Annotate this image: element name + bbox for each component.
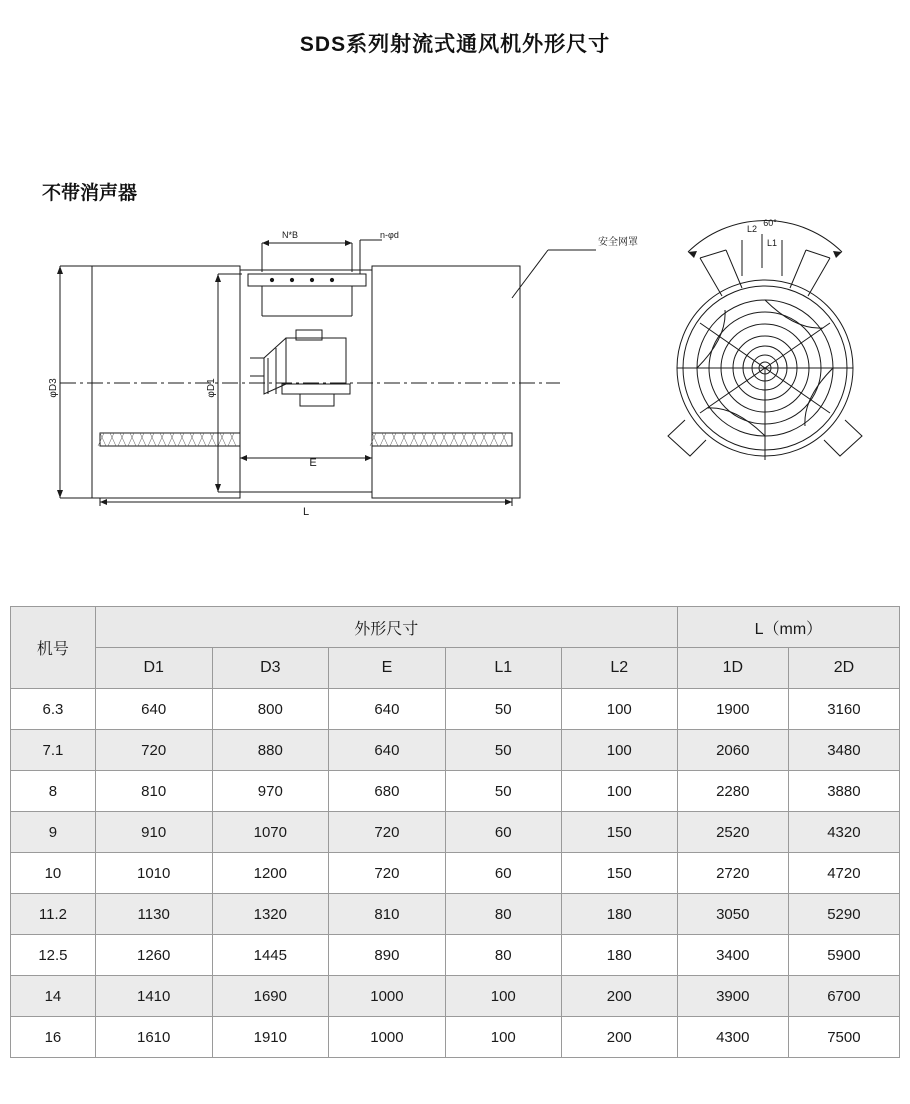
dim-label-d3: φD3 <box>48 378 59 398</box>
cell-l2: 150 <box>561 853 677 894</box>
table-row <box>11 771 900 812</box>
cell-2d: 5900 <box>788 935 899 976</box>
cell-2d: 7500 <box>788 1017 899 1058</box>
header-model: 机号 <box>11 607 96 689</box>
section-label: 不带消声器 <box>42 183 138 204</box>
cell-2d: 6700 <box>788 976 899 1017</box>
cell-d3: 1200 <box>212 853 329 894</box>
cell-d1: 1410 <box>95 976 212 1017</box>
cell-l1: 50 <box>445 689 561 730</box>
cell-e: 1000 <box>329 1017 446 1058</box>
cell-1d: 1900 <box>677 689 788 730</box>
cell-e: 720 <box>329 853 446 894</box>
cell-2d: 3880 <box>788 771 899 812</box>
cell-1d: 2280 <box>677 771 788 812</box>
header-col-l2: L2 <box>561 648 677 689</box>
cell-e: 720 <box>329 812 446 853</box>
cell-1d: 2060 <box>677 730 788 771</box>
table-header-row-1 <box>11 607 900 648</box>
spec-table <box>10 606 900 1058</box>
cell-d1: 1130 <box>95 894 212 935</box>
dim-label-nd: n-φd <box>380 230 399 240</box>
cell-l1: 100 <box>445 976 561 1017</box>
cell-1d: 3900 <box>677 976 788 1017</box>
cell-l1: 50 <box>445 730 561 771</box>
cell-d3: 880 <box>212 730 329 771</box>
cell-l2: 150 <box>561 812 677 853</box>
cell-e: 810 <box>329 894 446 935</box>
header-group-dims: 外形尺寸 <box>95 607 677 648</box>
cell-l2: 180 <box>561 894 677 935</box>
dim-label-angle: 60° <box>763 218 777 228</box>
cell-d1: 1610 <box>95 1017 212 1058</box>
cell-model: 10 <box>11 853 96 894</box>
cell-2d: 4320 <box>788 812 899 853</box>
cell-e: 640 <box>329 730 446 771</box>
table-row <box>11 853 900 894</box>
spec-table-container <box>10 606 900 1058</box>
table-header-row-2 <box>11 648 900 689</box>
cell-model: 16 <box>11 1017 96 1058</box>
cell-d3: 1445 <box>212 935 329 976</box>
header-group-l: L（mm） <box>677 607 899 648</box>
cell-d1: 1260 <box>95 935 212 976</box>
table-row <box>11 1017 900 1058</box>
table-row <box>11 689 900 730</box>
cell-2d: 4720 <box>788 853 899 894</box>
header-col-l1: L1 <box>445 648 561 689</box>
cell-1d: 2520 <box>677 812 788 853</box>
cell-model: 11.2 <box>11 894 96 935</box>
cell-d1: 640 <box>95 689 212 730</box>
cell-d1: 910 <box>95 812 212 853</box>
cell-d3: 1070 <box>212 812 329 853</box>
cell-l1: 80 <box>445 935 561 976</box>
header-col-2d: 2D <box>788 648 899 689</box>
cell-l2: 100 <box>561 730 677 771</box>
cell-model: 8 <box>11 771 96 812</box>
header-col-1d: 1D <box>677 648 788 689</box>
cell-l2: 200 <box>561 976 677 1017</box>
dim-label-l2: L2 <box>746 224 758 234</box>
cell-d3: 1910 <box>212 1017 329 1058</box>
cell-2d: 3480 <box>788 730 899 771</box>
table-row <box>11 976 900 1017</box>
cell-1d: 3400 <box>677 935 788 976</box>
cell-l2: 100 <box>561 689 677 730</box>
cell-d3: 1320 <box>212 894 329 935</box>
cell-e: 680 <box>329 771 446 812</box>
cell-e: 1000 <box>329 976 446 1017</box>
page-title: SDS系列射流式通风机外形尺寸 <box>299 33 611 56</box>
cell-l2: 180 <box>561 935 677 976</box>
cell-e: 640 <box>329 689 446 730</box>
header-col-e: E <box>329 648 446 689</box>
cell-l1: 100 <box>445 1017 561 1058</box>
fan-outline-drawing <box>0 188 910 548</box>
cell-model: 14 <box>11 976 96 1017</box>
table-row <box>11 894 900 935</box>
header-col-d3: D3 <box>212 648 329 689</box>
cell-model: 7.1 <box>11 730 96 771</box>
cell-l1: 50 <box>445 771 561 812</box>
cell-model: 9 <box>11 812 96 853</box>
cell-l2: 100 <box>561 771 677 812</box>
table-row <box>11 812 900 853</box>
cell-2d: 3160 <box>788 689 899 730</box>
cell-2d: 5290 <box>788 894 899 935</box>
cell-d1: 720 <box>95 730 212 771</box>
dim-label-nb: N*B <box>281 230 299 240</box>
cell-1d: 4300 <box>677 1017 788 1058</box>
cell-d3: 1690 <box>212 976 329 1017</box>
header-col-d1: D1 <box>95 648 212 689</box>
cell-model: 12.5 <box>11 935 96 976</box>
dim-label-e: E <box>309 457 317 469</box>
dim-label-l1: L1 <box>766 238 778 248</box>
cell-d1: 1010 <box>95 853 212 894</box>
table-row <box>11 730 900 771</box>
table-head <box>11 607 900 689</box>
cell-d3: 800 <box>212 689 329 730</box>
dim-label-l: L <box>302 506 310 518</box>
cell-model: 6.3 <box>11 689 96 730</box>
cell-1d: 3050 <box>677 894 788 935</box>
cell-l1: 60 <box>445 812 561 853</box>
cell-l1: 60 <box>445 853 561 894</box>
cell-e: 890 <box>329 935 446 976</box>
cell-l2: 200 <box>561 1017 677 1058</box>
cell-l1: 80 <box>445 894 561 935</box>
dim-label-d1: φD1 <box>206 378 217 398</box>
table-body <box>11 689 900 1058</box>
cell-d3: 970 <box>212 771 329 812</box>
cell-1d: 2720 <box>677 853 788 894</box>
leader-label-guard: 安全网罩 <box>598 237 638 248</box>
cell-d1: 810 <box>95 771 212 812</box>
table-row <box>11 935 900 976</box>
